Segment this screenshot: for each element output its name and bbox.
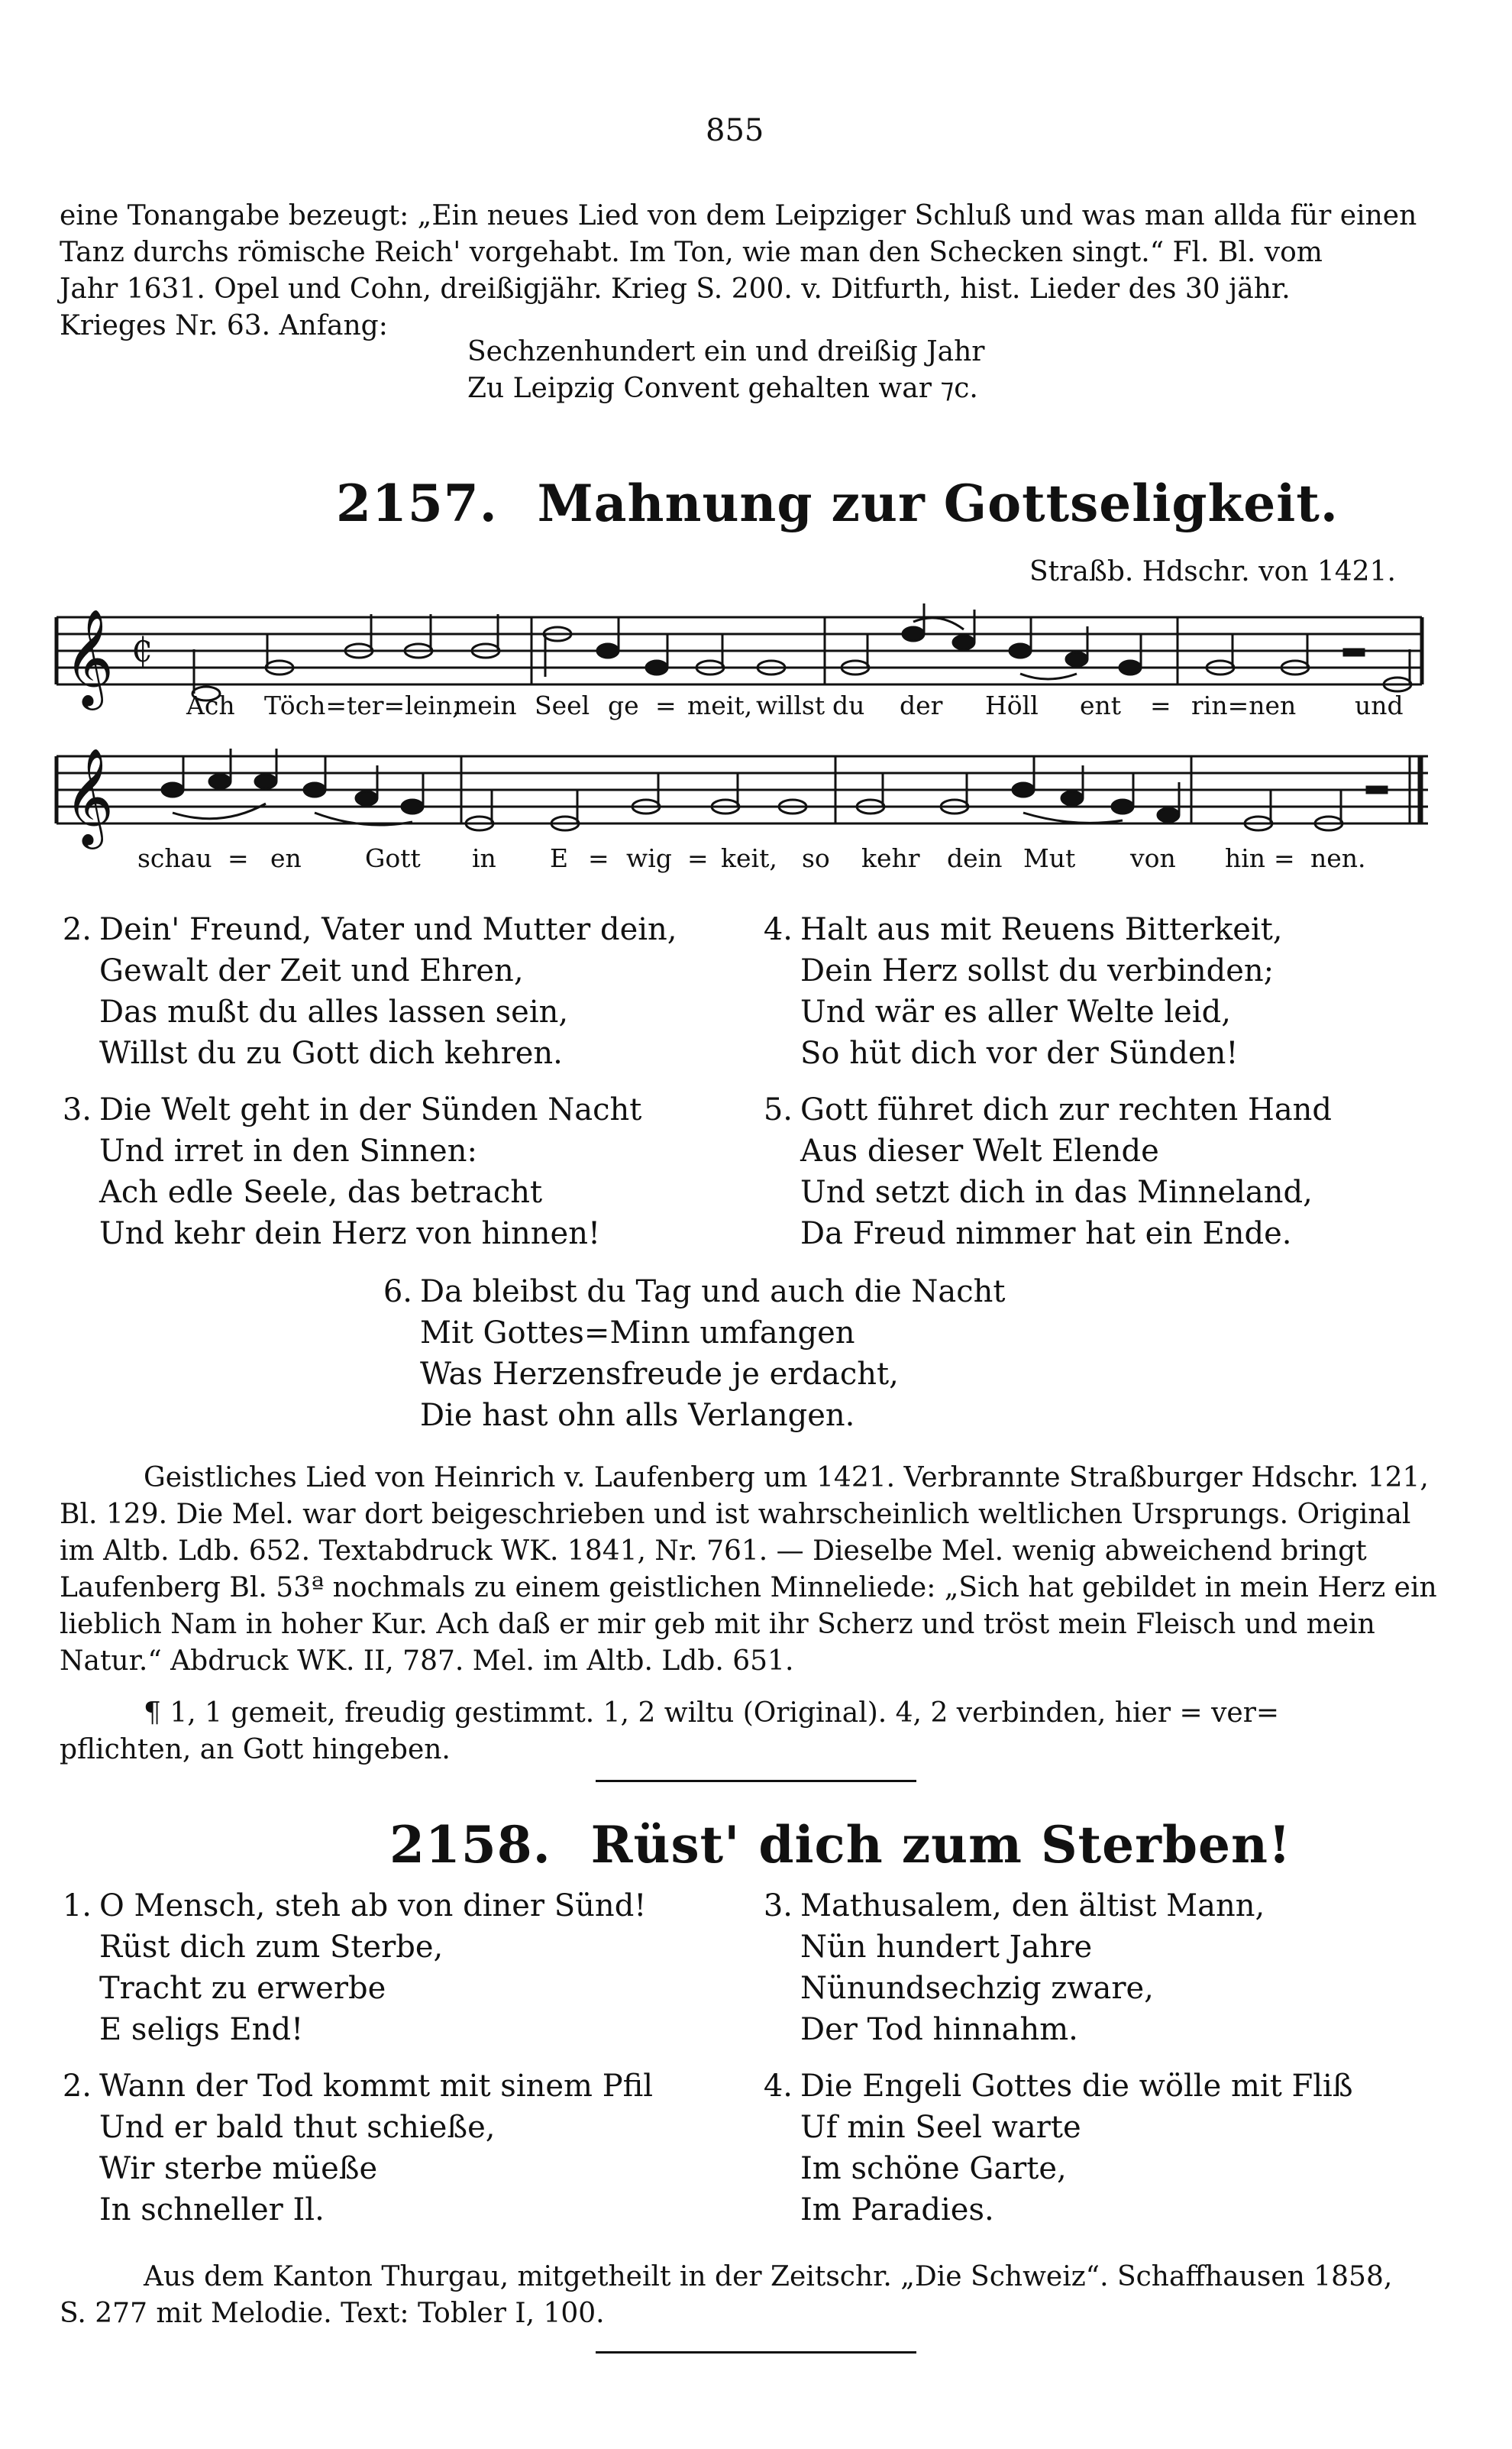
lyric-syllable: von (1130, 843, 1176, 873)
treble-clef-icon: 𝄞 (64, 749, 115, 845)
incipit-line-1: Sechzenhundert ein und dreißig Jahr (467, 336, 985, 367)
lyric-syllable: kehr (861, 843, 920, 873)
lyric-syllable: meit, (687, 691, 753, 720)
lyric-syllable: = (588, 843, 609, 873)
verse-3 (52, 1089, 641, 1254)
verse-line: Willst du zu Gott dich kehren. (99, 1036, 563, 1071)
note-line-4: Laufenberg Bl. 53ª nochmals zu einem geistlichen Minneliede: „Sich hat gebildet in mein Herz ein (60, 1572, 1437, 1603)
verse-number: 4. (763, 2069, 793, 2104)
verse-line: Die Welt geht in der Sünden Nacht (99, 1092, 642, 1127)
verse-number: 4. (763, 912, 793, 947)
verse-line: Ach edle Seele, das betracht (99, 1175, 543, 1210)
verse-line: Halt aus mit Reuens Bitterkeit, (800, 912, 1283, 947)
verse-line: Da Freud nimmer hat ein Ende. (800, 1216, 1292, 1251)
verse-2158-4 (753, 2066, 1353, 2231)
verse-line: O Mensch, steh ab von diner Sünd! (99, 1888, 647, 1923)
verse-line: Die Engeli Gottes die wölle mit Fliß (800, 2069, 1353, 2104)
lyric-syllable: = (228, 843, 249, 873)
verse-4 (753, 909, 1283, 1074)
lyrics-line-2 (0, 843, 1512, 882)
lyric-syllable: Ach (186, 691, 235, 720)
verse-line: Nünundsechzig zware, (800, 1971, 1154, 2006)
intro-line-3: Jahr 1631. Opel und Cohn, dreißigjähr. Krieg S. 200. v. Ditfurth, hist. Lieder des 30 jähr. (60, 273, 1291, 305)
verse-line: Und wär es aller Welte leid, (800, 995, 1231, 1030)
verse-line: Die hast ohn alls Verlangen. (420, 1398, 855, 1433)
note-2158-line-1: Aus dem Kanton Thurgau, mitgetheilt in der Zeitschr. „Die Schweiz“. Schaffhausen 1858, (144, 2261, 1393, 2292)
verse-line: Dein Herz sollst du verbinden; (800, 953, 1275, 988)
note-line-1: Geistliches Lied von Heinrich v. Laufenberg um 1421. Verbrannte Straßburger Hdschr. 121, (144, 1462, 1429, 1493)
intro-line-4: Krieges Nr. 63. Anfang: (60, 310, 388, 341)
verse-line: Rüst dich zum Sterbe, (99, 1930, 444, 1965)
verse-line: So hüt dich vor der Sünden! (800, 1036, 1239, 1071)
lyric-syllable: dein (947, 843, 1003, 873)
note-line-3: im Altb. Ldb. 652. Textabdruck WK. 1841, Nr. 761. — Dieselbe Mel. wenig abweichend bringt (60, 1535, 1367, 1567)
song-2157-number: 2157. (336, 474, 498, 533)
lyric-syllable: du (832, 691, 865, 720)
verse-line: Der Tod hinnahm. (800, 2012, 1078, 2047)
verse-number: 6. (383, 1274, 412, 1309)
verse-line: Aus dieser Welt Elende (800, 1134, 1159, 1169)
intro-line-2: Tanz durchs römische Reich' vorgehabt. Im Ton, wie man den Schecken singt.“ Fl. Bl. vom (60, 237, 1323, 268)
alla-breve-icon: ₵ (131, 631, 153, 670)
verse-line: E seligs End! (99, 2012, 304, 2047)
intro-line-1: eine Tonangabe bezeugt: „Ein neues Lied von dem Leipziger Schluß und was man allda für einen (60, 200, 1417, 231)
lyric-syllable: = (1150, 691, 1171, 720)
song-2158-title: Rüst' dich zum Sterben! (590, 1815, 1291, 1875)
song-2158-number: 2158. (389, 1815, 551, 1875)
lyric-syllable: in (472, 843, 496, 873)
lyric-syllable: = (1274, 843, 1295, 873)
lyric-syllable: Gott (365, 843, 421, 873)
music-staff-2 (0, 749, 1512, 856)
verse-2 (52, 909, 677, 1074)
verse-2158-2 (52, 2066, 653, 2231)
verse-line: Im Paradies. (800, 2192, 994, 2227)
lyric-syllable: en (270, 843, 302, 873)
note-line-6: Natur.“ Abdruck WK. II, 787. Mel. im Altb. Ldb. 651. (60, 1645, 794, 1677)
verse-number: 2. (62, 2069, 92, 2104)
lyric-syllable: willst (756, 691, 825, 720)
verse-line: Da bleibst du Tag und auch die Nacht (420, 1274, 1006, 1309)
lyric-syllable: wig (626, 843, 672, 873)
page-number: 855 (706, 113, 764, 148)
verse-line: Nün hundert Jahre (800, 1930, 1093, 1965)
treble-clef-icon: 𝄞 (64, 608, 115, 706)
verse-line: Und kehr dein Herz von hinnen! (99, 1216, 601, 1251)
verse-number: 2. (62, 912, 92, 947)
lyric-syllable: keit, (721, 843, 777, 873)
verse-line: Gewalt der Zeit und Ehren, (99, 953, 524, 988)
verse-6 (373, 1271, 1005, 1436)
lyric-syllable: rin=nen (1191, 691, 1297, 720)
verse-line: Und setzt dich in das Minneland, (800, 1175, 1313, 1210)
lyric-syllable: der (900, 691, 943, 720)
verse-line: Und irret in den Sinnen: (99, 1134, 477, 1169)
verse-line: Wann der Tod kommt mit sinem Pfil (99, 2069, 654, 2104)
verse-2158-1 (52, 1885, 646, 2050)
verse-line: Was Herzensfreude je erdacht, (420, 1357, 899, 1392)
lyric-syllable: schau (137, 843, 212, 873)
song-2158-heading (389, 1815, 1291, 1875)
verse-2158-3 (753, 1885, 1265, 2050)
lyric-syllable: nen. (1310, 843, 1366, 873)
verse-line: Tracht zu erwerbe (99, 1971, 386, 2006)
note-line-2: Bl. 129. Die Mel. war dort beigeschrieben und ist wahrscheinlich weltlichen Ursprungs. Original (60, 1499, 1411, 1530)
lyric-syllable: = (655, 691, 677, 720)
verse-number: 5. (763, 1092, 793, 1127)
gloss-line-2: pflichten, an Gott hingeben. (60, 1734, 451, 1765)
verse-line: Dein' Freund, Vater und Mutter dein, (99, 912, 677, 947)
song-2157-heading (336, 474, 1339, 533)
verse-line: Mathusalem, den ältist Mann, (800, 1888, 1265, 1923)
verse-line: Mit Gottes=Minn umfangen (420, 1315, 855, 1351)
song-2157-source: Straßb. Hdschr. von 1421. (1029, 556, 1396, 587)
verse-number: 1. (62, 1888, 92, 1923)
lyric-syllable: Töch=ter=lein, (264, 691, 460, 720)
lyric-syllable: mein (454, 691, 517, 720)
verse-number: 3. (62, 1092, 92, 1127)
lyric-syllable: = (687, 843, 709, 873)
gloss-line-1: ¶ 1, 1 gemeit, freudig gestimmt. 1, 2 wiltu (Original). 4, 2 verbinden, hier = ver= (144, 1697, 1280, 1729)
verse-line: Im schöne Garte, (800, 2151, 1067, 2186)
lyric-syllable: Mut (1023, 843, 1076, 873)
lyrics-line-1 (0, 691, 1512, 729)
verse-number: 3. (763, 1888, 793, 1923)
section-divider (596, 1780, 916, 1782)
verse-5 (753, 1089, 1332, 1254)
verse-line: Und er bald thut schieße, (99, 2110, 496, 2145)
verse-line: Wir sterbe müeße (99, 2151, 378, 2186)
lyric-syllable: und (1355, 691, 1404, 720)
lyric-syllable: Höll (985, 691, 1039, 720)
lyric-syllable: so (802, 843, 830, 873)
lyric-syllable: E (550, 843, 569, 873)
lyric-syllable: ge (608, 691, 639, 720)
note-line-5: lieblich Nam in hoher Kur. Ach daß er mir geb mit ihr Scherz und tröst mein Fleisch und mein (60, 1609, 1375, 1640)
lyric-syllable: Seel (535, 691, 590, 720)
verse-line: Gott führet dich zur rechten Hand (800, 1092, 1333, 1127)
song-2157-title: Mahnung zur Gottseligkeit. (537, 474, 1339, 533)
lyric-syllable: hin (1225, 843, 1266, 873)
verse-line: Das mußt du alles lassen sein, (99, 995, 569, 1030)
verse-line: Uf min Seel warte (800, 2110, 1081, 2145)
note-2158-line-2: S. 277 mit Melodie. Text: Tobler I, 100. (60, 2298, 605, 2329)
verse-line: In schneller Il. (99, 2192, 325, 2227)
lyric-syllable: ent (1080, 691, 1122, 720)
incipit-line-2: Zu Leipzig Convent gehalten war ⁊c. (467, 373, 978, 404)
section-divider (596, 2351, 916, 2354)
